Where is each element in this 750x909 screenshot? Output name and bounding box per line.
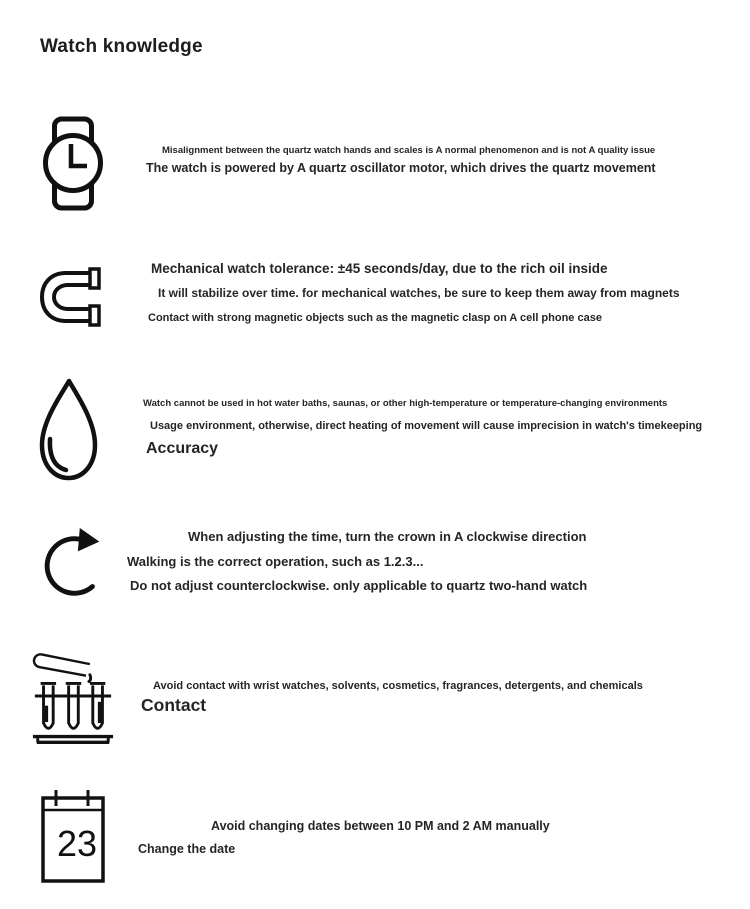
quartz-misalignment-note: Misalignment between the quartz watch hands and scales is A normal phenomenon and is not A quality issue	[162, 145, 656, 156]
hot-water-warning-text: Watch cannot be used in hot water baths, saunas, or other high-temperature or temperature-changing environments	[143, 398, 668, 409]
keep-away-from-magnets-text: It will stabilize over time. for mechanical watches, be sure to keep them away from magnets	[158, 286, 680, 300]
water-drop-icon	[37, 377, 100, 482]
no-counterclockwise-text: Do not adjust counterclockwise. only applicable to quartz two-hand watch	[130, 578, 588, 593]
walking-correct-operation-text: Walking is the correct operation, such as 1.2.3...	[127, 554, 424, 569]
calendar-day-number: 23	[57, 823, 98, 864]
avoid-chemicals-text: Avoid contact with wrist watches, solvents, cosmetics, fragrances, detergents, and chemicals	[153, 680, 643, 692]
calendar-icon	[40, 788, 106, 885]
mechanical-tolerance-text: Mechanical watch tolerance: ±45 seconds/day, due to the rich oil inside	[151, 261, 608, 276]
quartz-movement-text: The watch is powered by A quartz oscillator motor, which drives the quartz movement	[146, 161, 656, 175]
contact-heading: Contact	[141, 695, 207, 715]
change-the-date-heading: Change the date	[138, 842, 236, 856]
page-title: Watch knowledge	[40, 36, 203, 57]
avoid-changing-dates-text: Avoid changing dates between 10 PM and 2 AM manually	[211, 819, 550, 833]
magnetic-objects-text: Contact with strong magnetic objects such as the magnetic clasp on A cell phone case	[148, 312, 602, 324]
magnet-icon	[38, 266, 104, 328]
test-tubes-icon	[30, 645, 115, 747]
watch-icon	[43, 115, 103, 212]
clockwise-rotation-icon	[36, 527, 108, 607]
turn-crown-clockwise-text: When adjusting the time, turn the crown in A clockwise direction	[188, 529, 587, 544]
usage-environment-text: Usage environment, otherwise, direct heating of movement will cause imprecision in watch's timekeeping	[150, 420, 703, 432]
accuracy-heading: Accuracy	[146, 440, 219, 457]
